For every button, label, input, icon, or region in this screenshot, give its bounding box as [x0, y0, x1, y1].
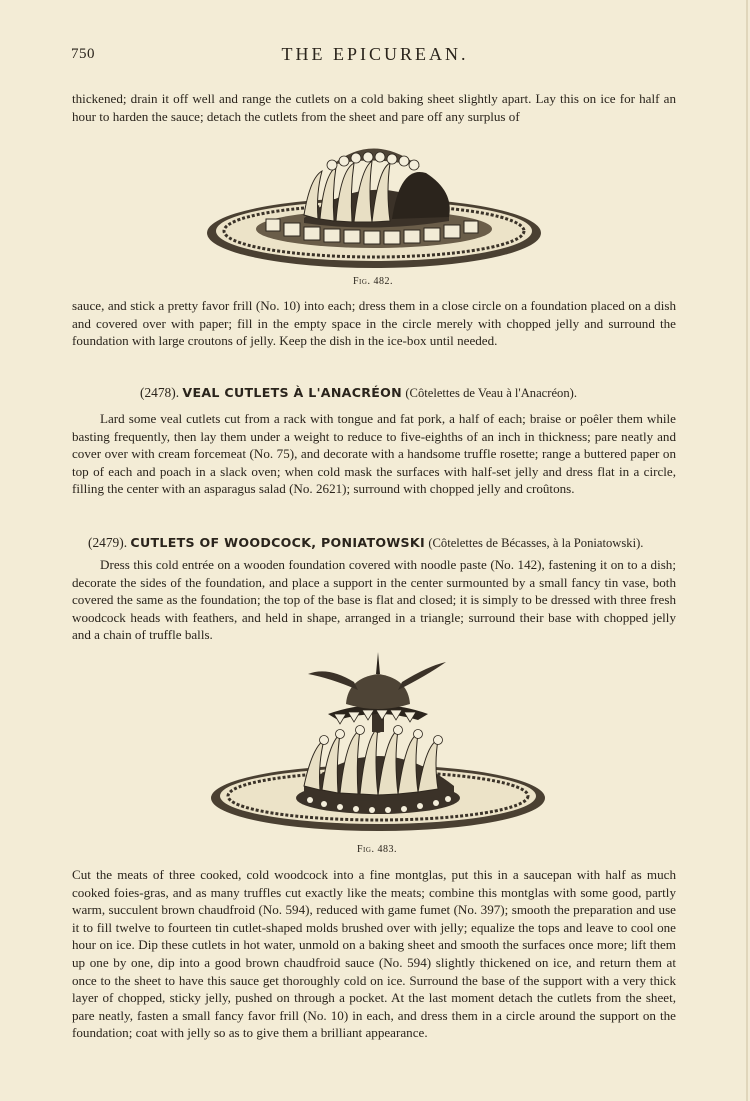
running-title: THE EPICUREAN.	[281, 44, 469, 64]
recipe-2479-heading	[88, 534, 678, 552]
recipe-2479-title: CUTLETS OF WOODCOCK, PONIATOWSKI	[130, 535, 425, 550]
recipe-2479-body: Dress this cold entrée on a wooden foundation covered with noodle paste (No. 142), fastening it on to a dish; decorate the sides of the foundation, and place a support in the center surmounted by a small fancy tin vase, both covered the same as the foundation; the top of the base is flat and closed; it is simply to be dressed with three fresh woodcock heads with feathers, and held in shape, arranged in a triangle; surround their base with chopped jelly and a chain of truffle balls.	[72, 557, 676, 643]
figure-483-caption: Fig. 483.	[357, 844, 397, 855]
fig482-followup-paragraph: sauce, and stick a pretty favor frill (No. 10) into each; dress them in a close circle on a foundation placed on a dish and covered over with paper; fill in the empty space in the circle merely with chopped jelly and surround the foundation with large croutons of jelly. Keep the dish in the ice-box until needed.	[72, 298, 676, 349]
recipe-2479-number: (2479).	[88, 535, 128, 550]
recipe-2478-french-title: (Côtelettes de Veau à l'Anacréon).	[405, 386, 577, 400]
figure-482-caption: Fig. 482.	[353, 276, 393, 287]
figure-482-illustration	[204, 133, 544, 273]
recipe-2478-body: Lard some veal cutlets cut from a rack with tongue and fat pork, a half of each; braise or poêler them while basting frequently, then lay them under a weight to reduce to five-eighths of an inch in thickness; pare neatly and cover over with cream forcemeat (No. 75), and decorate with a handsome truffle rosette; range a buttered paper on top of each and poach in a slack oven; when cold mask the surfaces with half-set jelly and dress flat in a circle, filling the center with an asparagus salad (No. 2621); surround with chopped jelly and croûtons.	[72, 411, 676, 497]
page-edge	[746, 0, 748, 1101]
recipe-2479-french-title: (Côtelettes de Bécasses, à la Poniatowski).	[428, 536, 644, 550]
recipe-2478-heading	[140, 384, 680, 402]
page-number: 750	[71, 46, 95, 62]
recipe-2478-number: (2478).	[140, 385, 180, 400]
recipe-2478-title: VEAL CUTLETS À L'ANACRÉON	[182, 385, 402, 400]
intro-paragraph: thickened; drain it off well and range the cutlets on a cold baking sheet slightly apart. Lay this on ice for half an hour to harden the sauce; detach the cutlets from the sheet and pare off any surplus of	[72, 91, 676, 124]
recipe-2479-continuation: Cut the meats of three cooked, cold woodcock into a fine montglas, put this in a saucepan with half as much cooked foies-gras, and as many truffles cut exactly like the meats; combine this montglas with some good, partly warm, succulent brown chaudfroid (No. 594), reduced with game fumet (No. 397); smooth the preparation and use it to fill twelve to fourteen tin cutlet-shaped molds brushed over with jelly; equalize the tops and leave to cool one hour on ice. Dip these cutlets in hot water, unmold on a baking sheet and smooth the surfaces once more; lift them up one by one, dip into a good brown chaudfroid sauce (No. 594) slightly thickened on ice, and return them at once to the sheet to have this sauce get thoroughly cold on ice. Surround the base of the support with a very thick layer of chopped, sticky jelly, pushed on through a pocket. At the last moment detach the cutlets from the sheet, pare neatly, fasten a small fancy favor frill (No. 10) in each, and dress them in a circle around the support on the foundation; coat with jelly so as to give them a brilliant appearance.	[72, 867, 676, 1041]
figure-483-illustration	[208, 648, 548, 840]
